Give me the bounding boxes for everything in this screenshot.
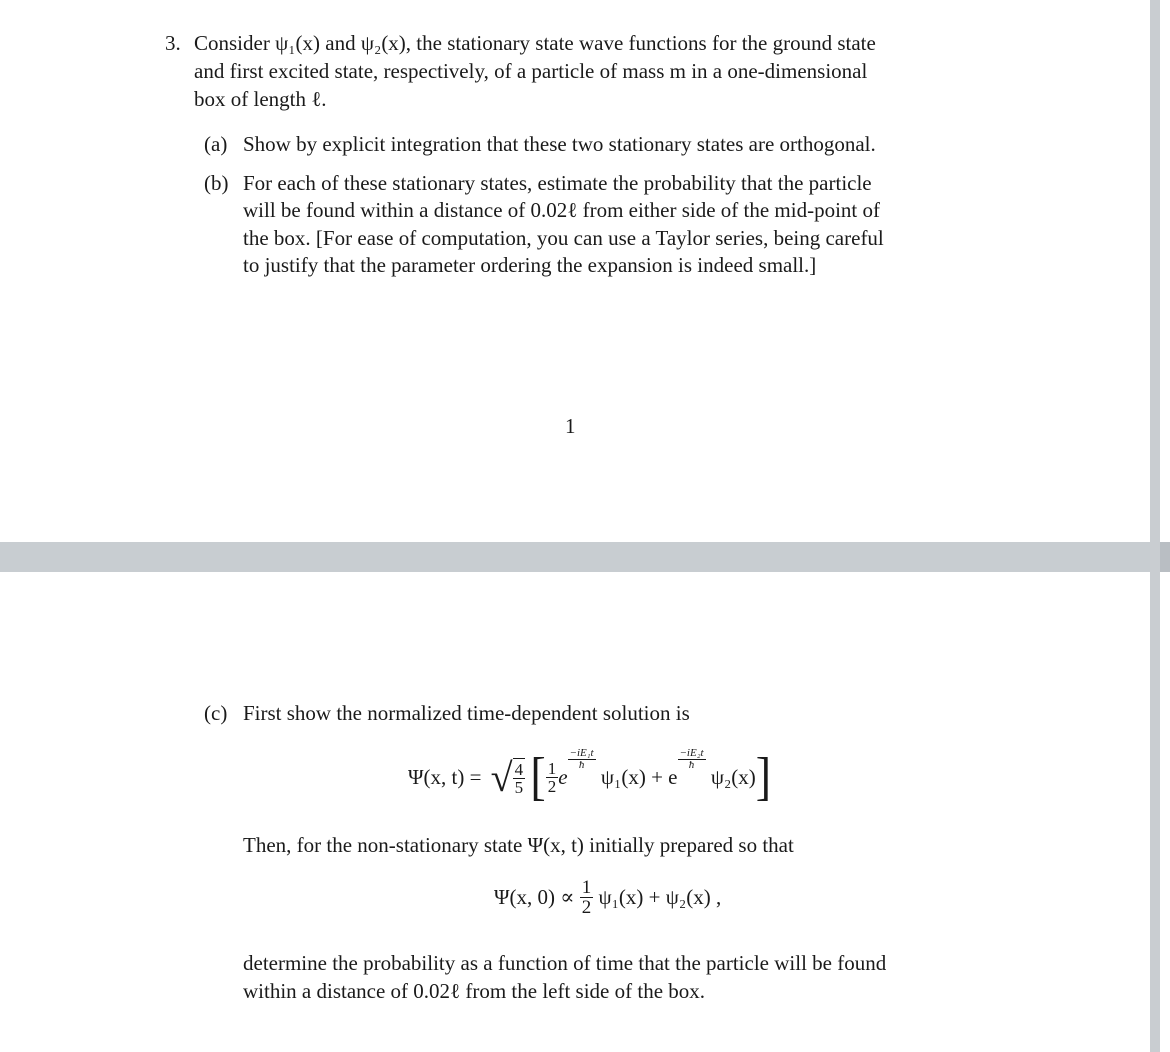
eq1-exponent-2: $\frac{\text{−iE₂t}}{ħ}$ — [679, 747, 704, 771]
part-b-line-4: to justify that the parameter ordering the expansion is indeed small.] — [243, 253, 817, 277]
then-line: Then, for the non-stationary state Ψ(x, t) initially prepared so that — [243, 833, 794, 857]
eq2-lhs: Ψ(x, 0) ∝ — [494, 885, 575, 909]
equation-initial-state — [494, 878, 721, 917]
eq1-sqrt-fraction: $\frac{4}{5}$ — [514, 760, 524, 798]
page-number: 1 — [565, 414, 576, 438]
eq2-fraction: $\frac{1}{2}$ — [581, 877, 592, 918]
part-b-line-2: will be found within a distance of 0.02ℓ from either side of the mid-point of — [243, 198, 881, 222]
sqrt-symbol: √ — [490, 754, 513, 800]
intro-line-2: and first excited state, respectively, of a particle of mass m in a one-dimensional — [194, 59, 868, 83]
final-line-2: within a distance of 0.02ℓ from the left side of the box. — [243, 979, 706, 1003]
eq1-e: e — [558, 764, 568, 789]
part-b-line-3: the box. [For ease of computation, you can use a Taylor series, being careful — [243, 226, 884, 250]
part-a-label: (a) — [204, 132, 228, 156]
intro-line-1: Consider ψ₁(x) and ψ₂(x), the stationary state wave functions for the ground state — [194, 31, 876, 55]
scrollbar-track[interactable] — [1150, 0, 1160, 1052]
intro-line-3: box of length ℓ. — [194, 87, 327, 111]
eq1-psi1: ψ₁(x) + e — [600, 764, 678, 789]
right-bracket: ] — [755, 747, 772, 806]
part-b-label: (b) — [204, 171, 229, 195]
page-separator — [0, 542, 1150, 572]
left-bracket: [ — [530, 747, 546, 806]
equation-normalized-solution — [408, 748, 771, 816]
part-c-label: (c) — [204, 701, 228, 725]
eq1-half-fraction: $\frac{1}{2}$ — [547, 758, 557, 796]
part-a-text: Show by explicit integration that these two stationary states are orthogonal. — [243, 132, 876, 156]
part-b-line-1: For each of these stationary states, estimate the probability that the particle — [243, 171, 872, 195]
final-line-1: determine the probability as a function of time that the particle will be found — [243, 951, 887, 975]
problem-number: 3. — [165, 31, 181, 55]
eq2-rhs: ψ₁(x) + ψ₂(x) , — [598, 885, 722, 909]
eq1-exponent-1: $\frac{\text{−iE₁t}}{ħ}$ — [569, 747, 594, 771]
eq1-lhs: Ψ(x, t) = — [408, 764, 482, 789]
part-c-intro: First show the normalized time-dependent solution is — [243, 701, 690, 725]
eq1-psi2: ψ₂(x) — [710, 764, 756, 789]
